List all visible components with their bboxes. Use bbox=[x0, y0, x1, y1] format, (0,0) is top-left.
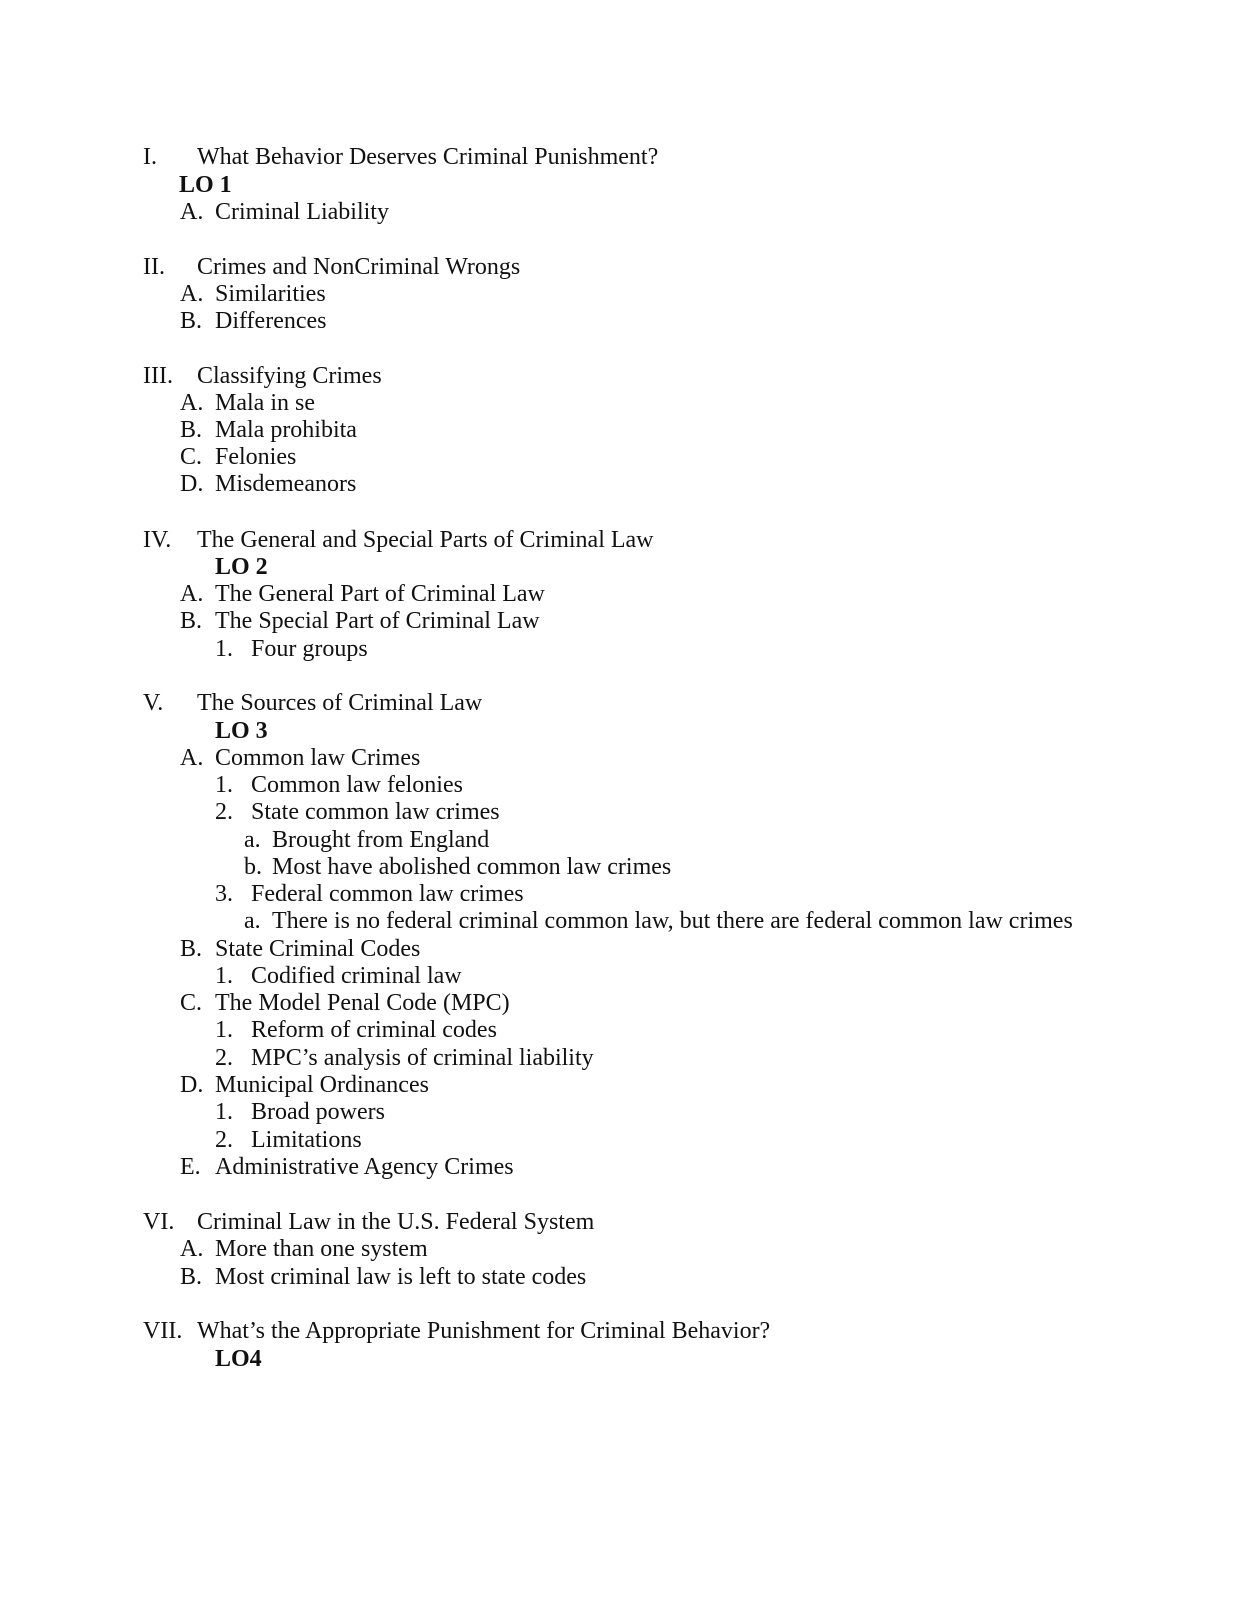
section-title: The Sources of Criminal Law bbox=[197, 690, 483, 716]
section-numeral: II. bbox=[143, 254, 165, 280]
item-letter: A. bbox=[180, 199, 204, 225]
item-text: Differences bbox=[215, 308, 327, 334]
item-number: 2. bbox=[215, 799, 233, 825]
item-letter: B. bbox=[180, 608, 203, 634]
section-numeral: VII. bbox=[143, 1318, 183, 1344]
item-text: Most criminal law is left to state codes bbox=[215, 1264, 587, 1290]
item-text: Administrative Agency Crimes bbox=[215, 1154, 514, 1180]
item-letter-lower: b. bbox=[244, 854, 262, 880]
item-letter: D. bbox=[180, 471, 204, 497]
learning-objective-label: LO 1 bbox=[179, 172, 232, 198]
item-letter: A. bbox=[180, 281, 204, 307]
item-number: 3. bbox=[215, 881, 233, 907]
item-text: The Model Penal Code (MPC) bbox=[215, 990, 510, 1016]
item-text: Limitations bbox=[251, 1127, 362, 1153]
item-text: Common law felonies bbox=[251, 772, 463, 798]
item-text: State Criminal Codes bbox=[215, 936, 421, 962]
learning-objective-label: LO4 bbox=[215, 1346, 262, 1372]
section-numeral: I. bbox=[143, 144, 157, 170]
item-text: Felonies bbox=[215, 444, 297, 470]
item-letter: B. bbox=[180, 936, 203, 962]
item-number: 2. bbox=[215, 1045, 233, 1071]
item-letter: C. bbox=[180, 990, 203, 1016]
section-numeral: IV. bbox=[143, 527, 172, 553]
item-text: Common law Crimes bbox=[215, 745, 421, 771]
item-text: Mala in se bbox=[215, 390, 315, 416]
item-text: Federal common law crimes bbox=[251, 881, 524, 907]
item-text: More than one system bbox=[215, 1236, 428, 1262]
section-numeral: VI. bbox=[143, 1209, 175, 1235]
item-text: There is no federal criminal common law, but there are federal common law crimes bbox=[272, 908, 1073, 934]
item-letter: A. bbox=[180, 581, 204, 607]
item-letter: E. bbox=[180, 1154, 201, 1180]
item-number: 2. bbox=[215, 1127, 233, 1153]
item-text: MPC’s analysis of criminal liability bbox=[251, 1045, 594, 1071]
item-text: Codified criminal law bbox=[251, 963, 462, 989]
section-title: Crimes and NonCriminal Wrongs bbox=[197, 254, 521, 280]
item-letter: C. bbox=[180, 444, 203, 470]
learning-objective-label: LO 2 bbox=[215, 554, 268, 580]
item-letter: B. bbox=[180, 308, 203, 334]
item-letter: B. bbox=[180, 1264, 203, 1290]
item-number: 1. bbox=[215, 772, 233, 798]
item-text: Criminal Liability bbox=[215, 199, 389, 225]
item-number: 1. bbox=[215, 1099, 233, 1125]
learning-objective-label: LO 3 bbox=[215, 718, 268, 744]
item-letter-lower: a. bbox=[244, 827, 261, 853]
item-text: Most have abolished common law crimes bbox=[272, 854, 672, 880]
item-text: Similarities bbox=[215, 281, 326, 307]
item-text: Mala prohibita bbox=[215, 417, 357, 443]
item-number: 1. bbox=[215, 963, 233, 989]
item-letter: A. bbox=[180, 390, 204, 416]
item-text: The General Part of Criminal Law bbox=[215, 581, 545, 607]
item-letter: D. bbox=[180, 1072, 204, 1098]
section-title: Classifying Crimes bbox=[197, 363, 382, 389]
item-text: Broad powers bbox=[251, 1099, 385, 1125]
item-text: Misdemeanors bbox=[215, 471, 357, 497]
section-title: What’s the Appropriate Punishment for Criminal Behavior? bbox=[197, 1318, 771, 1344]
item-letter: A. bbox=[180, 1236, 204, 1262]
item-number: 1. bbox=[215, 1017, 233, 1043]
section-numeral: V. bbox=[143, 690, 164, 716]
item-number: 1. bbox=[215, 636, 233, 662]
item-letter: A. bbox=[180, 745, 204, 771]
section-title: The General and Special Parts of Criminal Law bbox=[197, 527, 654, 553]
section-title: Criminal Law in the U.S. Federal System bbox=[197, 1209, 595, 1235]
item-text: Four groups bbox=[251, 636, 368, 662]
item-letter-lower: a. bbox=[244, 908, 261, 934]
item-text: Brought from England bbox=[272, 827, 490, 853]
section-numeral: III. bbox=[143, 363, 173, 389]
item-text: Municipal Ordinances bbox=[215, 1072, 429, 1098]
item-text: The Special Part of Criminal Law bbox=[215, 608, 540, 634]
item-letter: B. bbox=[180, 417, 203, 443]
item-text: State common law crimes bbox=[251, 799, 500, 825]
section-title: What Behavior Deserves Criminal Punishment? bbox=[197, 144, 659, 170]
item-text: Reform of criminal codes bbox=[251, 1017, 497, 1043]
